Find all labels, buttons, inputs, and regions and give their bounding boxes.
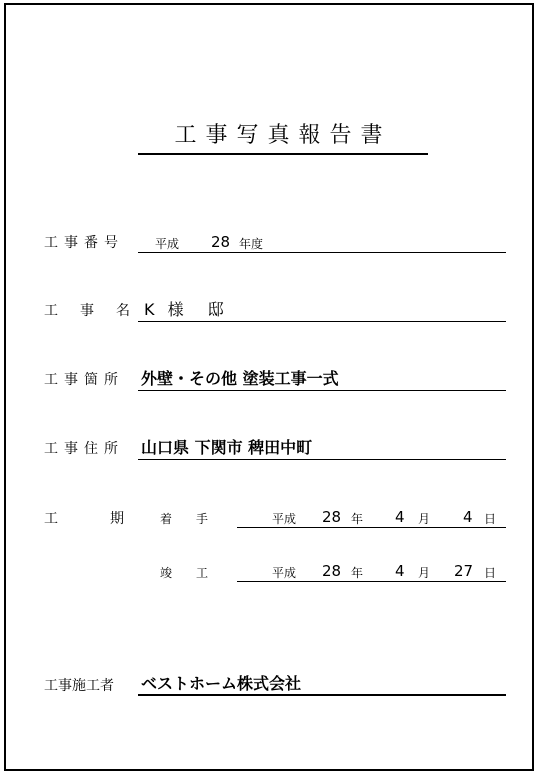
number-suffix: 年度 bbox=[239, 237, 264, 251]
label-contractor: 工事施工者 bbox=[44, 678, 114, 694]
underline-location bbox=[138, 390, 506, 391]
start-label: 着 手 bbox=[160, 512, 209, 526]
start-year: 28 bbox=[322, 508, 342, 526]
label-construction-address: 工事住所 bbox=[44, 441, 124, 457]
start-day-unit: 日 bbox=[484, 512, 497, 526]
end-day: 27 bbox=[454, 562, 474, 580]
underline-address bbox=[138, 459, 506, 460]
start-month: 4 bbox=[395, 508, 405, 526]
label-period-a: 工 bbox=[44, 511, 58, 527]
contractor-value: ベストホーム株式会社 bbox=[141, 674, 302, 693]
label-period-b: 期 bbox=[110, 511, 124, 527]
number-year: 28 bbox=[211, 233, 231, 251]
label-construction-name: 工 事 名 bbox=[44, 303, 134, 319]
number-era: 平成 bbox=[155, 237, 180, 251]
end-label: 竣 工 bbox=[160, 566, 209, 580]
end-year: 28 bbox=[322, 562, 342, 580]
underline-end bbox=[237, 581, 506, 582]
start-day: 4 bbox=[463, 508, 473, 526]
construction-address-value: 山口県 下関市 稗田中町 bbox=[141, 438, 313, 457]
underline-contractor bbox=[138, 694, 506, 696]
start-era: 平成 bbox=[272, 512, 297, 526]
end-month-unit: 月 bbox=[418, 566, 431, 580]
label-construction-location: 工事箇所 bbox=[44, 372, 124, 388]
start-year-unit: 年 bbox=[351, 512, 364, 526]
underline-number bbox=[138, 252, 506, 253]
construction-name-value: K 様 邸 bbox=[144, 300, 228, 319]
document-title: 工事写真報告書 bbox=[138, 121, 428, 155]
end-era: 平成 bbox=[272, 566, 297, 580]
construction-location-value: 外壁・その他 塗装工事一式 bbox=[141, 369, 339, 388]
end-year-unit: 年 bbox=[351, 566, 364, 580]
start-month-unit: 月 bbox=[418, 512, 431, 526]
underline-name bbox=[138, 321, 506, 322]
end-day-unit: 日 bbox=[484, 566, 497, 580]
end-month: 4 bbox=[395, 562, 405, 580]
label-construction-number: 工事番号 bbox=[44, 235, 124, 251]
underline-start bbox=[237, 527, 506, 528]
